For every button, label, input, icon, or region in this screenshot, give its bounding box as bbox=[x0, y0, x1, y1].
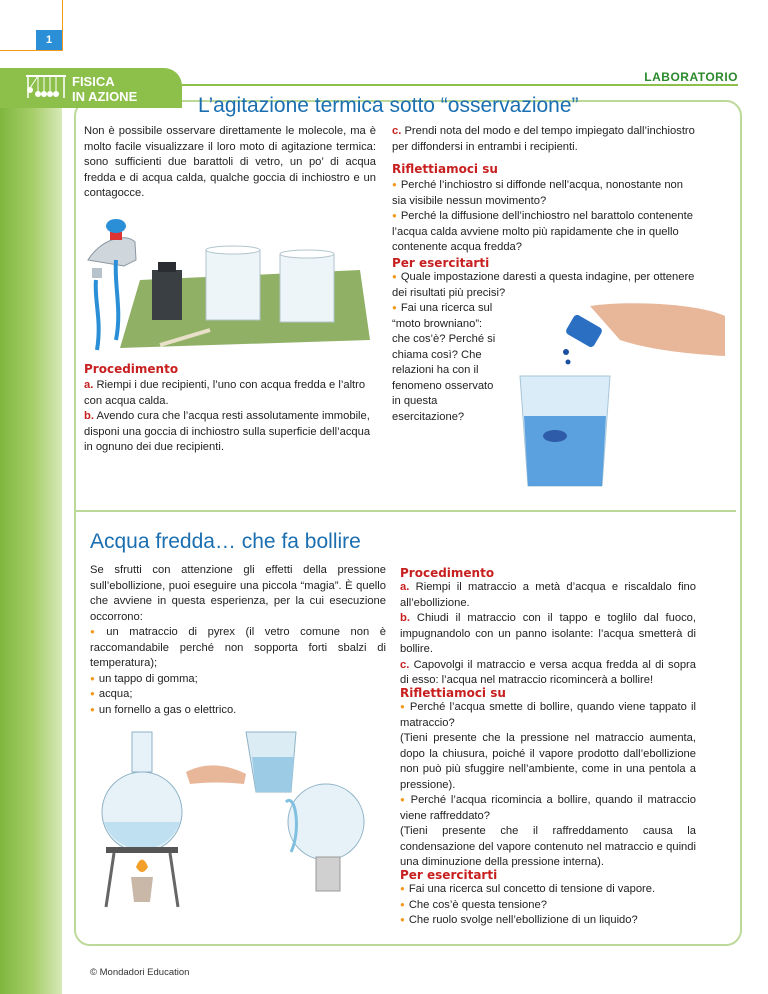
experiment2-procedure bbox=[400, 580, 696, 689]
list-item: ● Che cos’è questa tensione? bbox=[400, 898, 696, 914]
list-item: ● Fai una ricerca sul “moto browniano”: che cos’è? Perché si chiama così? Che relazioni ha con il fenomeno osservato in questa esercitazione? bbox=[392, 301, 500, 425]
list-item: ● un fornello a gas o elettrico. bbox=[90, 703, 386, 719]
list-item: ● Perché la diffusione dell’inchiostro nel barattolo contenente l’acqua calda avviene molto più rapidamente che in quello contenente acqua fredda? bbox=[392, 209, 696, 256]
step-a: a. Riempi il matraccio a metà d’acqua e riscaldalo fino all’ebollizione. bbox=[400, 581, 696, 609]
experiment1-illustration bbox=[80, 210, 380, 360]
section-label bbox=[72, 74, 137, 104]
section-label-line2: IN AZIONE bbox=[72, 89, 138, 104]
list-item: ● acqua; bbox=[90, 687, 386, 703]
experiment1-reflect-list bbox=[392, 178, 696, 256]
experiment1-title: L’agitazione termica sotto “osservazione” bbox=[198, 94, 579, 117]
ink-bottle bbox=[152, 262, 182, 320]
flask-on-burner bbox=[102, 732, 182, 907]
experiment2-reflect-list bbox=[400, 700, 696, 871]
pouring-hand bbox=[186, 765, 246, 784]
experiment1-procedure bbox=[84, 378, 376, 456]
list-item: ● Perché l’acqua smette di bollire, quando viene tappato il matraccio? (Tieni presente che la pressione nel matraccio aumenta, dopo la chiusura, poiché il vapore prodotto dall’ebollizione non può più sfuggire nell’ambiente, come in una pentola a pressione). bbox=[400, 700, 696, 793]
step-c: c. Prendi nota del modo e del tempo impiegato dall’inchiostro per diffondersi in entrambi i recipienti. bbox=[392, 125, 695, 153]
experiment2-reflect-heading: Riflettiamoci su bbox=[400, 686, 506, 700]
experiment1-exercise-heading: Per esercitarti bbox=[392, 256, 490, 270]
experiment1-reflect-heading: Riflettiamoci su bbox=[392, 162, 498, 176]
header-rule bbox=[182, 84, 738, 86]
experiment2-exercise-heading: Per esercitarti bbox=[400, 868, 498, 882]
list-item: ● Quale impostazione daresti a questa indagine, per ottenere dei risultati più precisi? bbox=[392, 270, 696, 301]
exercise-item-2 bbox=[392, 301, 500, 425]
footer-copyright: © Mondadori Education bbox=[90, 967, 190, 978]
step-b: b. Chiudi il matraccio con il tappo e toglilo dal fuoco, impugnandolo con un panno isolante: l’acqua smetterà di bollire. bbox=[400, 612, 696, 655]
section-label-line1: FISICA bbox=[72, 74, 115, 89]
list-item: ● un tappo di gomma; bbox=[90, 672, 386, 688]
experiment2-intro: Se sfrutti con attenzione gli effetti della pressione sull’ebollizione, puoi eseguire una piccola “magia”. È quello che avviene in questa esperienza, per la cui esecuzione occorrono: bbox=[90, 564, 386, 623]
step-c: c. Capovolgi il matraccio e versa acqua fredda al di sopra di esso: l’acqua nel matraccio ricomincerà a bollire! bbox=[400, 658, 697, 686]
experiment2-exercise-list bbox=[400, 882, 696, 929]
jug bbox=[246, 732, 296, 792]
newton-cradle-icon bbox=[24, 74, 68, 102]
list-item: ● un matraccio di pyrex (il vetro comune non è raccomandabile perché non sopporta forti sbalzi di temperatura); bbox=[90, 625, 386, 672]
list-item: ● Perché l’acqua ricomincia a bollire, quando il matraccio viene raffreddato? (Tieni presente che il raffreddamento causa la condensazione del vapore contenuto nel matraccio e quindi una diminuzione della pressione interna). bbox=[400, 793, 696, 871]
list-item: ● Fai una ricerca sul concetto di tensione di vapore. bbox=[400, 882, 696, 898]
laboratorio-label: LABORATORIO bbox=[644, 70, 738, 84]
experiment1-procedure-heading: Procedimento bbox=[84, 362, 179, 376]
section-divider bbox=[76, 510, 736, 512]
experiment2-procedure-heading: Procedimento bbox=[400, 566, 495, 580]
list-item: ● Perché l’inchiostro si diffonde nell’acqua, nonostante non sia visibile nessun movimento? bbox=[392, 178, 696, 209]
ink-drop-illustration bbox=[510, 296, 730, 496]
experiment2-illustration bbox=[96, 712, 396, 922]
step-b: b. Avendo cura che l’acqua resti assolutamente immobile, disponi una goccia di inchiostro sulla superficie dell’acqua in ognuno dei due recipienti. bbox=[84, 410, 371, 453]
experiment1-intro: Non è possibile osservare direttamente le molecole, ma è molto facile visualizzare il loro moto di agitazione termica: sono sufficienti due barattoli di vetro, un po’ di acqua fredda e di acqua calda, qualche goccia di inchiostro e un contagocce. bbox=[84, 125, 376, 199]
page-number: 1 bbox=[36, 30, 62, 50]
beaker-left bbox=[206, 246, 260, 320]
experiment2-title: Acqua fredda… che fa bollire bbox=[90, 530, 361, 553]
experiment2-intro-block bbox=[90, 563, 386, 718]
inverted-flask bbox=[286, 784, 364, 891]
step-a: a. Riempi i due recipienti, l’uno con acqua fredda e l’altro con acqua calda. bbox=[84, 379, 366, 407]
list-item: ● Che ruolo svolge nell’ebollizione di un liquido? bbox=[400, 913, 696, 929]
green-sidebar bbox=[0, 68, 62, 994]
beaker-right bbox=[280, 250, 334, 322]
